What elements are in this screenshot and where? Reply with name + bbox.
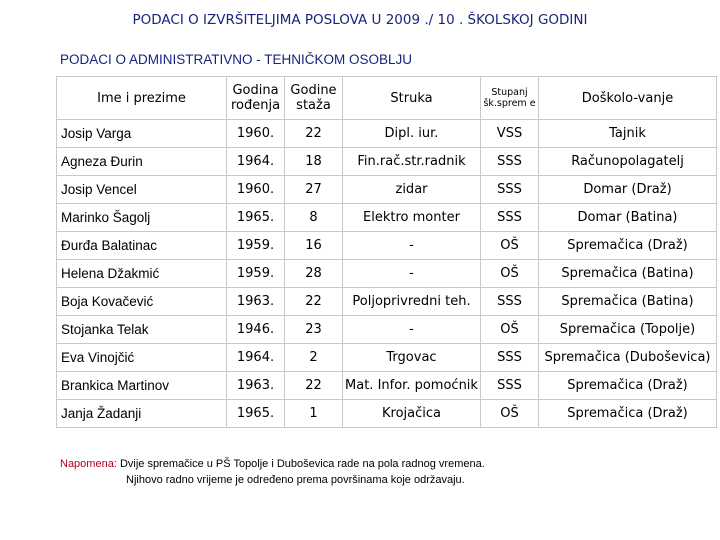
- cell-years-service: 28: [285, 260, 343, 288]
- cell-birth-year: 1963.: [227, 372, 285, 400]
- header-profession: Struka: [343, 77, 481, 120]
- header-education-level: Stupanj šk.sprem e: [481, 77, 539, 120]
- table-row: [57, 176, 717, 204]
- cell-years-service: 22: [285, 288, 343, 316]
- cell-education-level: SSS: [481, 176, 539, 204]
- page-title: PODACI O IZVRŠITELJIMA POSLOVA U 2009 ./ 10 . ŠKOLSKOJ GODINI: [132, 12, 588, 28]
- cell-job: Domar (Batina): [539, 204, 717, 232]
- cell-years-service: 1: [285, 400, 343, 428]
- cell-years-service: 22: [285, 120, 343, 148]
- footnote-label: Napomena:: [60, 458, 117, 470]
- cell-birth-year: 1959.: [227, 232, 285, 260]
- cell-years-service: 22: [285, 372, 343, 400]
- cell-job: Spremačica (Duboševica): [539, 344, 717, 372]
- cell-years-service: 27: [285, 176, 343, 204]
- cell-job: Spremačica (Batina): [539, 288, 717, 316]
- cell-job: Računopolagatelj: [539, 148, 717, 176]
- table-row: [57, 148, 717, 176]
- header-name: Ime i prezime: [57, 77, 227, 120]
- cell-name: Đurđa Balatinac: [57, 232, 227, 260]
- table-header: [57, 77, 717, 120]
- cell-profession: Poljoprivredni teh.: [343, 288, 481, 316]
- table-row: [57, 120, 717, 148]
- cell-job: Spremačica (Topolje): [539, 316, 717, 344]
- table-body: [57, 120, 717, 428]
- cell-name: Helena Džakmić: [57, 260, 227, 288]
- cell-name: Josip Varga: [57, 120, 227, 148]
- cell-profession: -: [343, 260, 481, 288]
- cell-birth-year: 1965.: [227, 204, 285, 232]
- cell-name: Marinko Šagolj: [57, 204, 227, 232]
- cell-years-service: 23: [285, 316, 343, 344]
- cell-birth-year: 1959.: [227, 260, 285, 288]
- header-job: Doškolo-vanje: [539, 77, 717, 120]
- cell-education-level: OŠ: [481, 316, 539, 344]
- cell-job: Spremačica (Draž): [539, 372, 717, 400]
- footnote: [60, 456, 485, 486]
- table-row: [57, 260, 717, 288]
- cell-profession: Fin.rač.str.radnik: [343, 148, 481, 176]
- cell-profession: Krojačica: [343, 400, 481, 428]
- table-row: [57, 232, 717, 260]
- table-row: [57, 344, 717, 372]
- section-subtitle: PODACI O ADMINISTRATIVNO - TEHNIČKOM OSOBLJU: [60, 52, 413, 67]
- header-birth-year: Godina rođenja: [227, 77, 285, 120]
- cell-name: Boja Kovačević: [57, 288, 227, 316]
- cell-education-level: OŠ: [481, 260, 539, 288]
- cell-education-level: SSS: [481, 148, 539, 176]
- cell-profession: -: [343, 232, 481, 260]
- table-row: [57, 288, 717, 316]
- cell-years-service: 2: [285, 344, 343, 372]
- cell-years-service: 18: [285, 148, 343, 176]
- cell-education-level: OŠ: [481, 232, 539, 260]
- cell-name: Agneza Đurin: [57, 148, 227, 176]
- cell-birth-year: 1946.: [227, 316, 285, 344]
- header-years-service: Godine staža: [285, 77, 343, 120]
- cell-birth-year: 1964.: [227, 148, 285, 176]
- cell-birth-year: 1964.: [227, 344, 285, 372]
- cell-education-level: SSS: [481, 372, 539, 400]
- cell-birth-year: 1965.: [227, 400, 285, 428]
- table-row: [57, 400, 717, 428]
- cell-profession: -: [343, 316, 481, 344]
- cell-job: Spremačica (Batina): [539, 260, 717, 288]
- cell-education-level: VSS: [481, 120, 539, 148]
- cell-years-service: 8: [285, 204, 343, 232]
- cell-profession: Trgovac: [343, 344, 481, 372]
- cell-profession: Elektro monter: [343, 204, 481, 232]
- cell-name: Eva Vinojčić: [57, 344, 227, 372]
- cell-profession: zidar: [343, 176, 481, 204]
- cell-job: Spremačica (Draž): [539, 400, 717, 428]
- cell-name: Brankica Martinov: [57, 372, 227, 400]
- cell-birth-year: 1960.: [227, 176, 285, 204]
- cell-name: Stojanka Telak: [57, 316, 227, 344]
- cell-education-level: SSS: [481, 344, 539, 372]
- footnote-line-2: Njihovo radno vrijeme je određeno prema površinama koje održavaju.: [126, 474, 465, 486]
- cell-name: Janja Žadanji: [57, 400, 227, 428]
- table-row: [57, 316, 717, 344]
- cell-education-level: OŠ: [481, 400, 539, 428]
- table-row: [57, 372, 717, 400]
- cell-years-service: 16: [285, 232, 343, 260]
- cell-education-level: SSS: [481, 288, 539, 316]
- table-row: [57, 204, 717, 232]
- cell-name: Josip Vencel: [57, 176, 227, 204]
- cell-birth-year: 1963.: [227, 288, 285, 316]
- cell-profession: Dipl. iur.: [343, 120, 481, 148]
- cell-profession: Mat. Infor. pomoćnik: [343, 372, 481, 400]
- cell-job: Tajnik: [539, 120, 717, 148]
- cell-job: Domar (Draž): [539, 176, 717, 204]
- cell-job: Spremačica (Draž): [539, 232, 717, 260]
- footnote-line-1: Dvije spremačice u PŠ Topolje i Duboševica rade na pola radnog vremena.: [119, 458, 485, 470]
- cell-birth-year: 1960.: [227, 120, 285, 148]
- cell-education-level: SSS: [481, 204, 539, 232]
- staff-table: [56, 76, 717, 428]
